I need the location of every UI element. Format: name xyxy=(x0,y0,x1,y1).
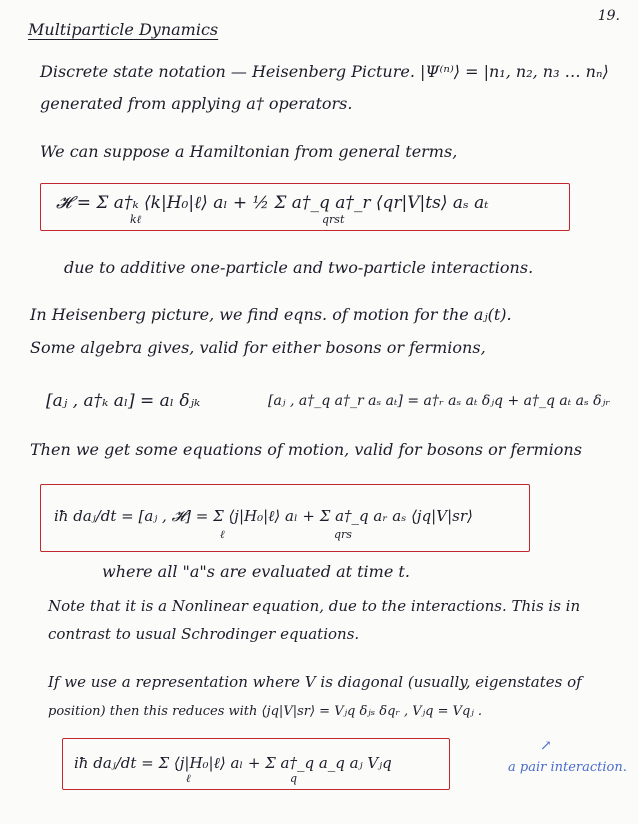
equation-motion-subscript-1: ℓ xyxy=(220,528,225,541)
text-line-6: Some algebra gives, valid for either bosons or fermions, xyxy=(30,338,486,357)
annotation-arrow: ↗ xyxy=(540,738,552,754)
text-line-8: where all "a"s are evaluated at time t. xyxy=(102,562,410,581)
equation-diagonal: iħ daⱼ/dt = Σ ⟨j|H₀|ℓ⟩ aₗ + Σ a†_q a_q aⱼ Vⱼq xyxy=(74,754,392,772)
annotation-pair-interaction: a pair interaction. xyxy=(508,760,627,775)
text-line-1: Discrete state notation — Heisenberg Picture. |Ψ⁽ⁿ⁾⟩ = |n₁, n₂, n₃ … nₙ⟩ xyxy=(40,62,609,81)
equation-motion: iħ daⱼ/dt = [aⱼ , 𝓗] = Σ ⟨j|H₀|ℓ⟩ aₗ + Σ a†_q aᵣ aₛ ⟨jq|V|sr⟩ xyxy=(54,507,473,525)
equation-commutator-two-body: [aⱼ , a†_q a†_r aₛ aₜ] = a†ᵣ aₛ aₜ δⱼq + a†_q aₜ aₛ δⱼᵣ xyxy=(268,393,611,409)
equation-diagonal-subscript-1: ℓ xyxy=(186,772,191,785)
text-line-2: generated from applying a† operators. xyxy=(40,94,353,113)
page-title: Multiparticle Dynamics xyxy=(28,20,219,39)
text-line-4: due to additive one-particle and two-particle interactions. xyxy=(64,258,534,277)
text-line-9: Note that it is a Nonlinear equation, due to the interactions. This is in xyxy=(48,597,581,615)
equation-motion-subscript-2: qrs xyxy=(334,528,352,541)
text-line-11: If we use a representation where V is diagonal (usually, eigenstates of xyxy=(48,673,582,691)
text-line-5: In Heisenberg picture, we find eqns. of motion for the aⱼ(t). xyxy=(30,305,512,324)
text-line-10: contrast to usual Schrodinger equations. xyxy=(48,625,360,643)
text-line-7: Then we get some equations of motion, valid for bosons or fermions xyxy=(30,440,582,459)
equation-hamiltonian-subscript-2: qrst xyxy=(322,213,345,226)
page-number: 19. xyxy=(597,8,620,24)
text-line-3: We can suppose a Hamiltonian from general terms, xyxy=(40,142,458,161)
equation-diagonal-subscript-2: q xyxy=(290,772,298,785)
equation-hamiltonian-subscript-1: kℓ xyxy=(130,213,142,226)
equation-hamiltonian: 𝓗 = Σ a†ₖ ⟨k|H₀|ℓ⟩ aₗ + ½ Σ a†_q a†_r ⟨qr|V|ts⟩ aₛ aₜ xyxy=(56,193,489,213)
equation-commutator-one-body: [aⱼ , a†ₖ aₗ] = aₗ δⱼₖ xyxy=(46,391,201,411)
text-line-12: position) then this reduces with ⟨jq|V|sr⟩ = Vⱼq δⱼₛ δqᵣ , Vⱼq = Vqⱼ . xyxy=(48,704,483,719)
